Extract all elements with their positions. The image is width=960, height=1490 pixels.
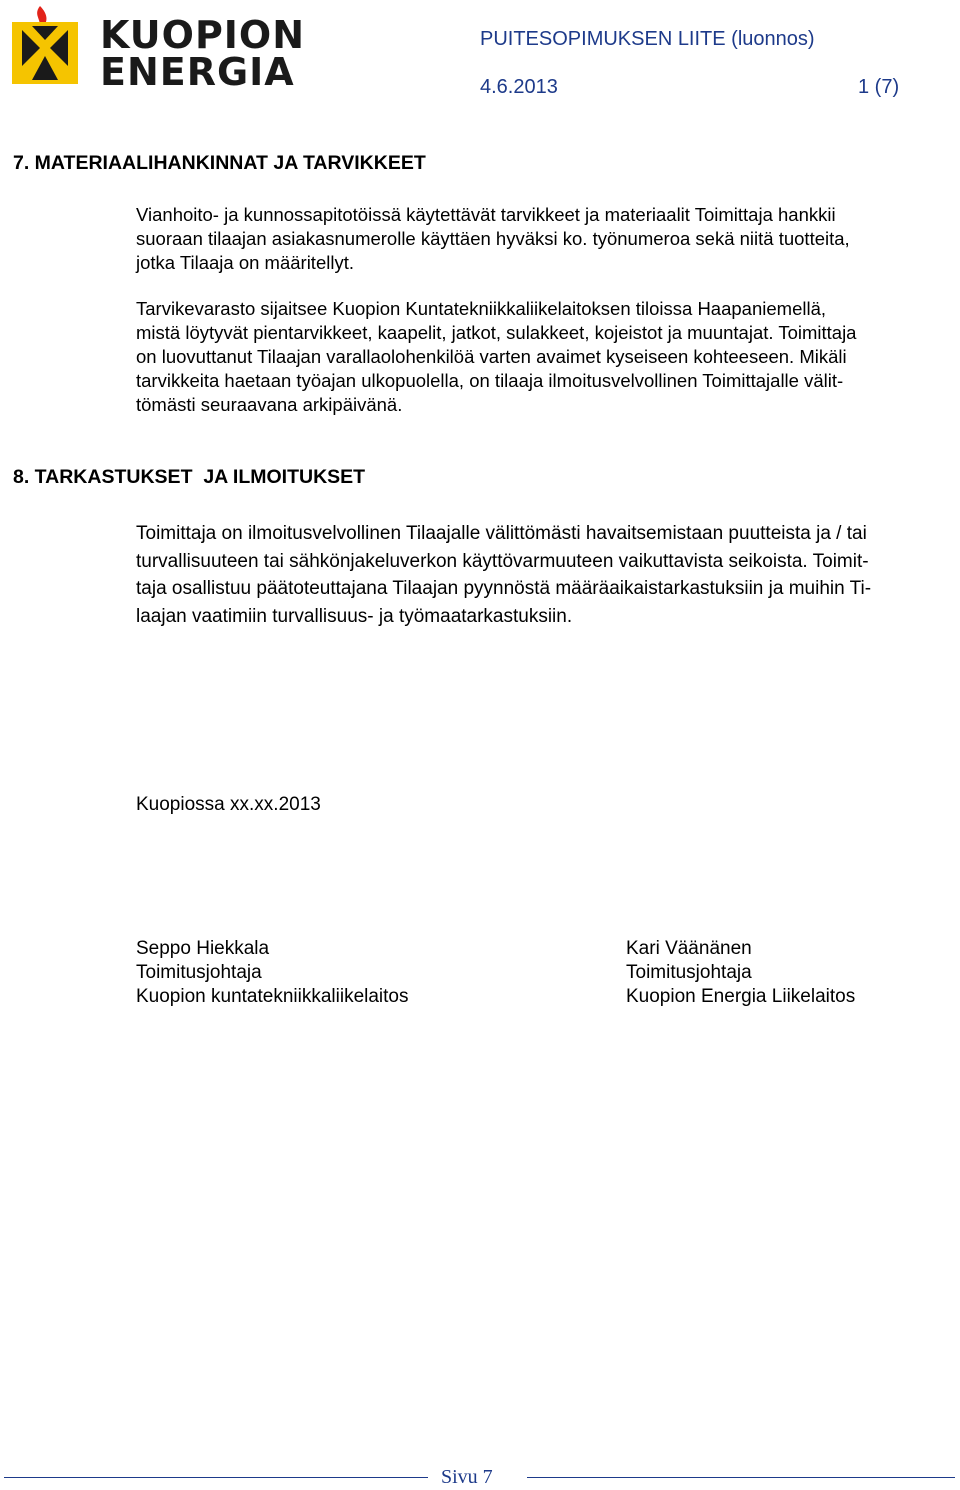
kuopion-energia-emblem-icon: [10, 4, 80, 86]
footer-divider-left: [4, 1477, 428, 1478]
signature-block-right: [626, 937, 855, 1009]
section-8-heading: 8. TARKASTUKSET JA ILMOITUKSET: [13, 466, 366, 488]
signatory-organization: Kuopion Energia Liikelaitos: [626, 986, 856, 1007]
section-7-paragraph-1: [136, 203, 946, 275]
signatory-organization: Kuopion kuntatekniikkaliikelaitos: [136, 986, 409, 1007]
text-line: mistä löytyvät pientarvikkeet, kaapelit, jatkot, sulakkeet, kojeistot ja muuntajat. Toimittaja: [136, 322, 857, 343]
logo-text-line2: ENERGIA: [100, 50, 295, 94]
signatory-name: Kari Väänänen: [626, 938, 752, 959]
footer-page-label: Sivu 7: [441, 1466, 493, 1488]
text-line: turvallisuuteen tai sähkönjakeluverkon käyttövarmuuteen vaikuttavista seikoista. Toimit-: [136, 550, 869, 572]
document-date: 4.6.2013: [480, 76, 558, 98]
text-line: suoraan tilaajan asiakasnumerolle käyttäen hyväksi ko. työnumeroa sekä niitä tuotteita,: [136, 228, 850, 249]
signatory-role: Toimitusjohtaja: [626, 962, 752, 983]
text-line: Vianhoito- ja kunnossapitotöissä käytettävät tarvikkeet ja materiaalit Toimittaja hankkii: [136, 204, 836, 225]
text-line: taja osallistuu päätoteuttajana Tilaajan pyynnöstä määräaikaistarkastuksiin ja muihin Ti-: [136, 578, 872, 599]
text-line: laajan vaatimiin turvallisuus- ja työmaatarkastuksiin.: [136, 605, 573, 627]
logo-text-line1: KUOPION: [100, 13, 306, 57]
section-7-heading: 7. MATERIAALIHANKINNAT JA TARVIKKEET: [13, 152, 426, 174]
place-and-date: Kuopiossa xx.xx.2013: [136, 794, 321, 815]
text-line: Toimittaja on ilmoitusvelvollinen Tilaajalle välittömästi havaitsemistaan puutteista ja / tai: [136, 523, 867, 544]
text-line: jotka Tilaaja on määritellyt.: [136, 252, 354, 273]
text-line: on luovuttanut Tilaajan varallaolohenkilöä varten avaimet kyseiseen kohteeseen. Mikäli: [136, 346, 847, 367]
text-line: tömästi seuraavana arkipäivänä.: [136, 394, 403, 415]
text-line: tarvikkeita haetaan työajan ulkopuolella, on tilaaja ilmoitusvelvollinen Toimittajalle välit-: [136, 370, 844, 391]
signatory-name: Seppo Hiekkala: [136, 938, 270, 959]
text-line: Tarvikevarasto sijaitsee Kuopion Kuntatekniikkaliikelaitoksen tiloissa Haapaniemellä,: [136, 298, 827, 319]
section-7-paragraph-2: [136, 297, 946, 417]
page-count: 1 (7): [858, 76, 900, 98]
signatory-role: Toimitusjohtaja: [136, 962, 262, 983]
footer-divider-right: [527, 1477, 955, 1478]
section-8-paragraph-1: [136, 520, 946, 630]
document-title: PUITESOPIMUKSEN LIITE (luonnos): [480, 28, 815, 50]
signature-block-left: [136, 937, 409, 1009]
company-logo: [10, 4, 306, 94]
